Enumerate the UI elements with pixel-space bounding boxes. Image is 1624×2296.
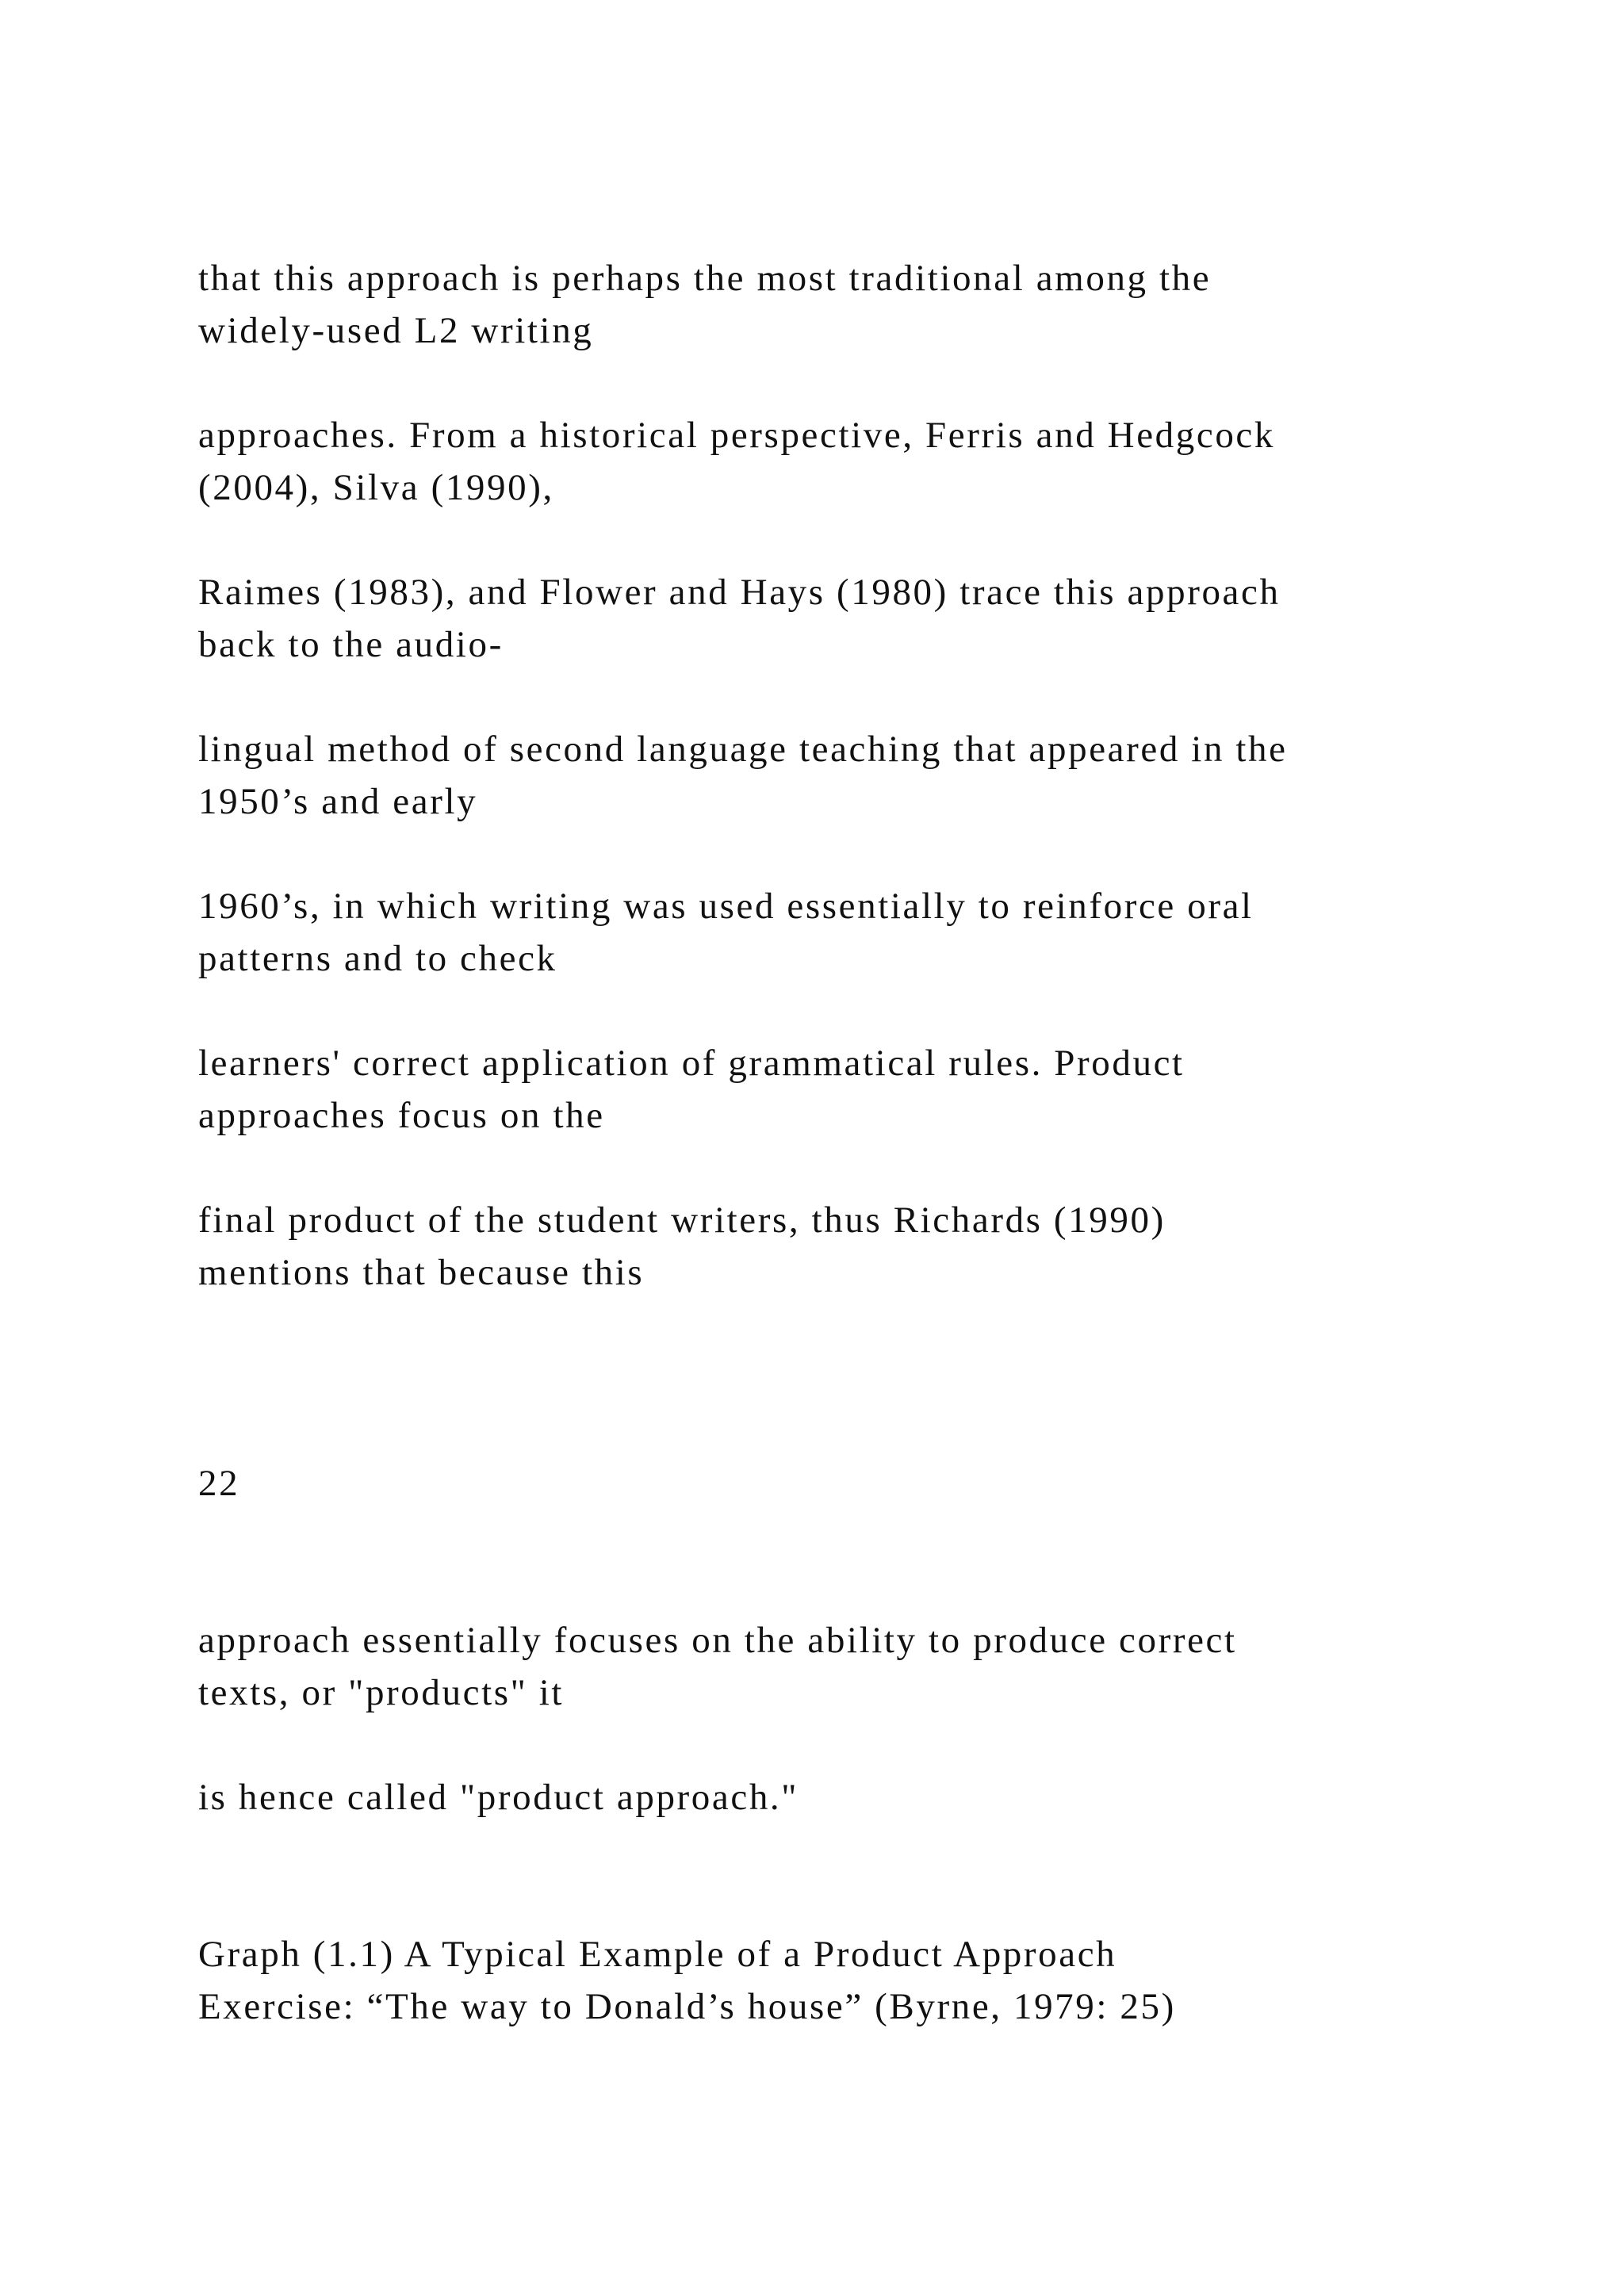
text-line: 1950’s and early	[198, 781, 478, 822]
text-line: that this approach is perhaps the most traditional among the	[198, 258, 1212, 299]
paragraph-line-block	[198, 1194, 1499, 1299]
paragraph-line-block	[198, 566, 1499, 671]
paragraph-line-block	[198, 1037, 1499, 1142]
text-line: 1960’s, in which writing was used essentially to reinforce oral	[198, 886, 1254, 927]
figure-caption	[198, 1928, 1499, 2033]
paragraph-line-block	[198, 409, 1499, 514]
text-line: is hence called "product approach."	[198, 1777, 799, 1818]
text-line: approaches. From a historical perspective, Ferris and Hedgcock	[198, 415, 1275, 456]
paragraph-line-block	[198, 723, 1499, 828]
text-line: (2004), Silva (1990),	[198, 467, 554, 508]
page-number-text: 22	[198, 1463, 240, 1504]
text-line: approaches focus on the	[198, 1095, 605, 1136]
text-line: widely-used L2 writing	[198, 310, 594, 351]
text-line: Raimes (1983), and Flower and Hays (1980) trace this approach	[198, 572, 1281, 613]
caption-line: Exercise: “The way to Donald’s house” (Byrne, 1979: 25)	[198, 1986, 1176, 2027]
text-line: texts, or "products" it	[198, 1672, 565, 1713]
text-line: mentions that because this	[198, 1252, 645, 1293]
text-line: lingual method of second language teaching that appeared in the	[198, 729, 1288, 770]
text-line: approach essentially focuses on the ability to produce correct	[198, 1620, 1237, 1661]
paragraph-line-block	[198, 1614, 1499, 1719]
text-line: learners' correct application of grammatical rules. Product	[198, 1043, 1185, 1084]
paragraph-line-block	[198, 880, 1499, 985]
page-number	[198, 1457, 1499, 1510]
paragraph-line-block	[198, 1771, 1499, 1823]
caption-line: Graph (1.1) A Typical Example of a Product Approach	[198, 1934, 1117, 1975]
text-line: back to the audio-	[198, 624, 504, 665]
text-line: patterns and to check	[198, 938, 557, 979]
paragraph-line-block	[198, 252, 1499, 357]
text-line: final product of the student writers, thus Richards (1990)	[198, 1200, 1166, 1241]
